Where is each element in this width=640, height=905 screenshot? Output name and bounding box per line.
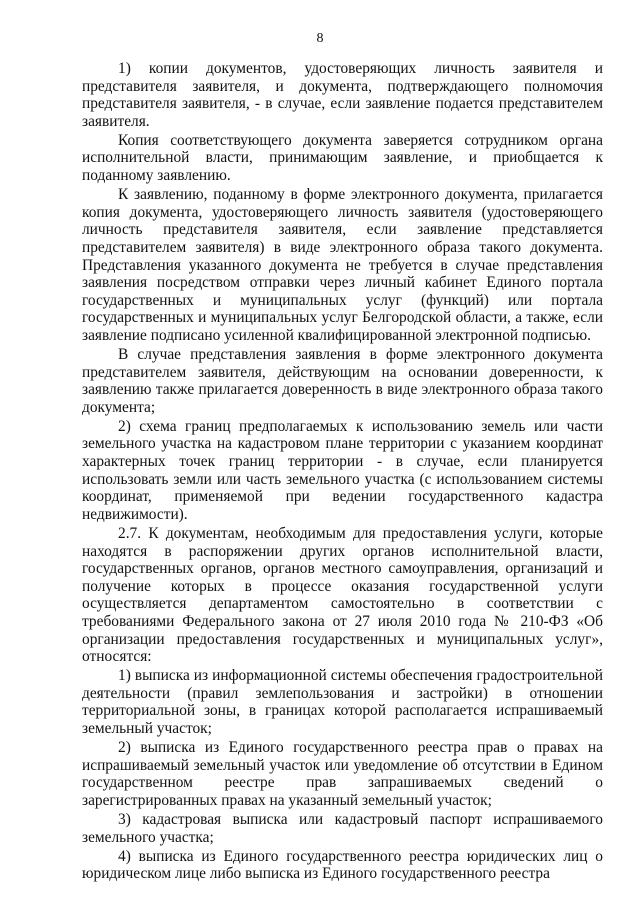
paragraph: 1) выписка из информационной системы обеспечения градостроительной деятельности (правил землепользования и застройки) в отношении территориальной зоны, в границах которой располагается испрашиваемый земельный участок; bbox=[82, 667, 603, 737]
paragraph: 4) выписка из Единого государственного реестра юридических лиц о юридическом лице либо выписка из Единого государственного реестра bbox=[82, 847, 603, 883]
document-body bbox=[82, 60, 603, 884]
paragraph: 2.7. К документам, необходимым для предоставления услуги, которые находятся в распоряжении других органов исполнительной власти, государственных органов, органов местного самоуправления, организаций и получение которых в процессе оказания государственной услуги осуществляется департаментом самостоятельно в соответствии с требованиями Федерального закона от 27 июля 2010 года № 210-ФЗ «Об организации предоставления государственных и муниципальных услуг», относятся: bbox=[82, 524, 603, 666]
paragraph: 2) выписка из Единого государственного реестра прав о правах на испрашиваемый земельный участок или уведомление об отсутствии в Едином государственном реестре прав запрашиваемых сведений о зарегистрированных правах на указанный земельный участок; bbox=[82, 739, 603, 809]
paragraph: 1) копии документов, удостоверяющих личность заявителя и представителя заявителя, и документа, подтверждающего полномочия представителя заявителя, - в случае, если заявление подается представителем заявителя. bbox=[82, 60, 603, 130]
paragraph: 3) кадастровая выписка или кадастровый паспорт испрашиваемого земельного участка; bbox=[82, 810, 603, 846]
paragraph: К заявлению, поданному в форме электронного документа, прилагается копия документа, удостоверяющего личность заявителя (удостоверяющего личность представителя заявителя, если заявление представляется представителем заявителя) в виде электронного образа такого документа. Представления указанного документа не требуется в случае представления заявления посредством отправки через личный кабинет Единого портала государственных и муниципальных услуг (функций) или портала государственных и муниципальных услуг Белгородской области, а также, если заявление подписано усиленной квалифицированной электронной подписью. bbox=[82, 186, 603, 344]
paragraph: Копия соответствующего документа заверяется сотрудником органа исполнительной власти, принимающим заявление, и приобщается к поданному заявлению. bbox=[82, 131, 603, 185]
page-number: 8 bbox=[316, 31, 324, 46]
paragraph: В случае представления заявления в форме электронного документа представителем заявителя, действующим на основании доверенности, к заявлению также прилагается доверенность в виде электронного образа такого документа; bbox=[82, 346, 603, 416]
paragraph: 2) схема границ предполагаемых к использованию земель или части земельного участка на кадастровом плане территории с указанием координат характерных точек границ территории - в случае, если планируется использовать земли или часть земельного участка (с использованием системы координат, применяемой при ведении государственного кадастра недвижимости). bbox=[82, 417, 603, 523]
